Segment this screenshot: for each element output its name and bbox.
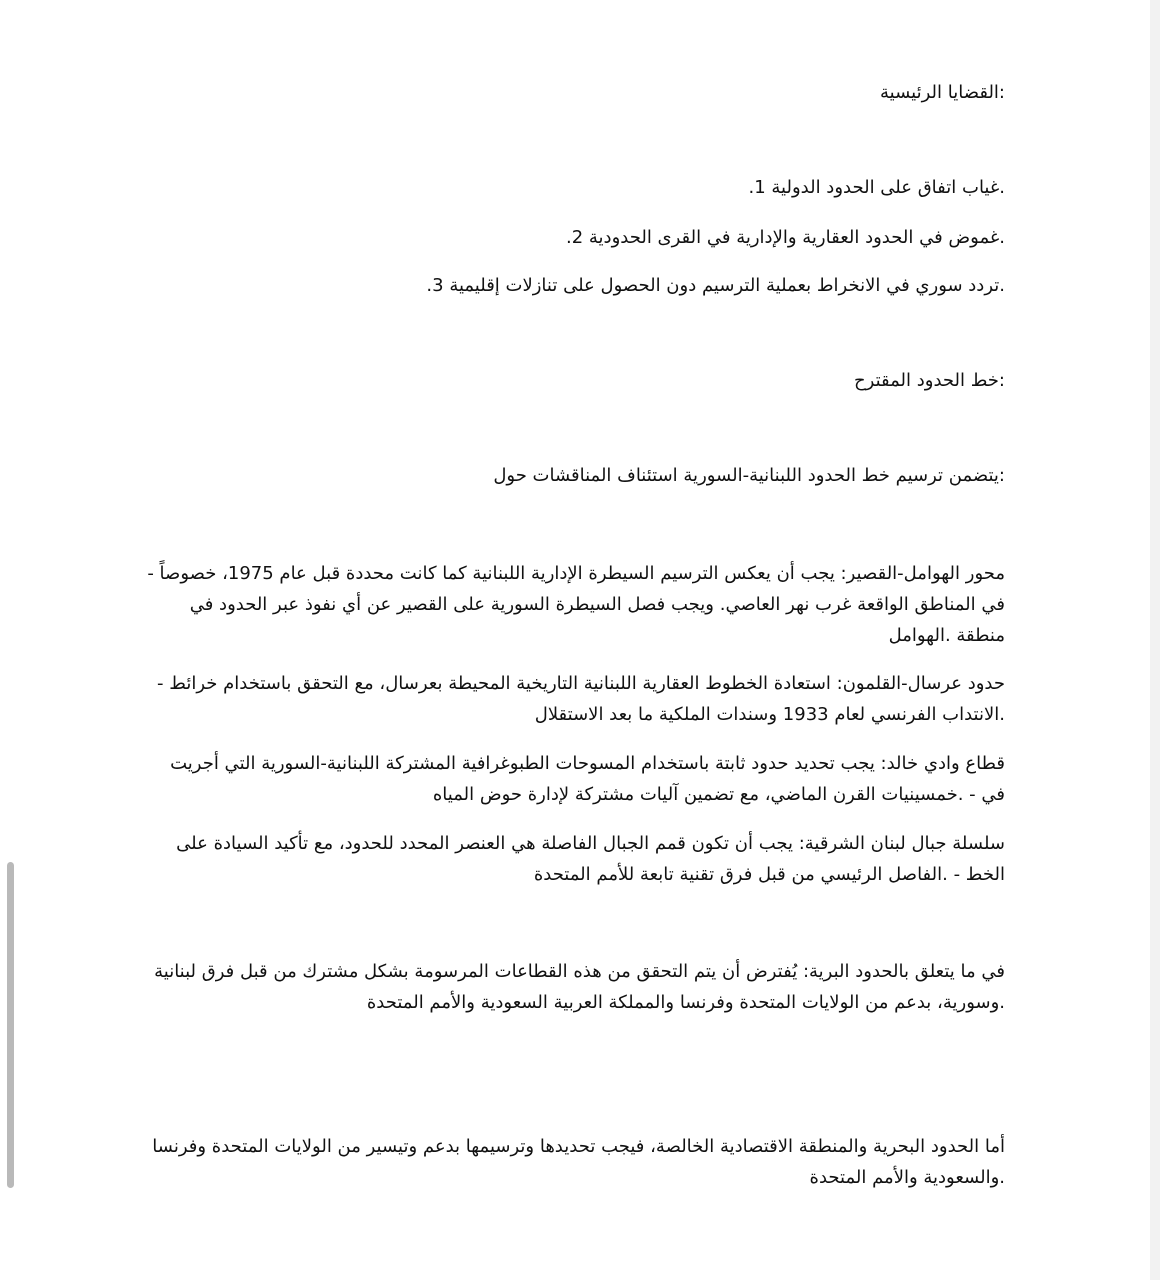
heading-proposed-border-line: :خط الحدود المقترح (854, 370, 1005, 391)
issue-item-3: .تردد سوري في الانخراط بعملية الترسيم دون الحصول على تنازلات إقليمية 3. (426, 275, 1005, 296)
issue-item-1: .غياب اتفاق على الحدود الدولية 1. (748, 177, 1005, 198)
intro-paragraph: :يتضمن ترسيم خط الحدود اللبنانية-السورية استئناف المناقشات حول (493, 465, 1005, 486)
heading-main-issues: :القضايا الرئيسية (880, 82, 1005, 103)
scrollbar-thumb[interactable] (7, 862, 14, 1188)
axis-arsal-qalamoun: حدود عرسال-القلمون: استعادة الخطوط العقارية اللبنانية التاريخية المحيطة بعرسال، مع التحقق باستخدام خرائط - .الانتداب الفرنسي لعام 1933 وسندات الملكية ما بعد الاستقلال (157, 673, 1005, 725)
issue-item-2: .غموض في الحدود العقارية والإدارية في القرى الحدودية 2. (565, 227, 1005, 248)
axis-hermel-qusayr: محور الهوامل-القصير: يجب أن يعكس الترسيم السيطرة الإدارية اللبنانية كما كانت محددة قبل عام 1975، خصوصاً - في المناطق الواقعة غرب نهر العاصي. ويجب فصل السيطرة السورية على القصير عن أي نفوذ عبر الحدود في منطقة .الهوامل (147, 563, 1005, 646)
vertical-scrollbar[interactable] (1150, 0, 1160, 1280)
maritime-borders-paragraph: أما الحدود البحرية والمنطقة الاقتصادية الخالصة، فيجب تحديدها وترسيمها بدعم وتيسير من الولايات المتحدة وفرنسا .والسعودية والأمم المتحدة (152, 1136, 1005, 1188)
axis-anti-lebanon-range: سلسلة جبال لبنان الشرقية: يجب أن تكون قمم الجبال الفاصلة هي العنصر المحدد للحدود، مع تأكيد السيادة على الخط - .الفاصل الرئيسي من قبل فرق تقنية تابعة للأمم المتحدة (176, 833, 1005, 885)
axis-wadi-khaled: قطاع وادي خالد: يجب تحديد حدود ثابتة باستخدام المسوحات الطبوغرافية المشتركة اللبنانية-السورية التي أجريت في - .خمسينيات القرن الماضي، مع تضمين آليات مشتركة لإدارة حوض المياه (170, 753, 1005, 805)
land-borders-paragraph: في ما يتعلق بالحدود البرية: يُفترض أن يتم التحقق من هذه القطاعات المرسومة بشكل مشترك من قبل فرق لبنانية .وسورية، بدعم من الولايات المتحدة وفرنسا والمملكة العربية السعودية والأمم المتحدة (154, 961, 1005, 1013)
